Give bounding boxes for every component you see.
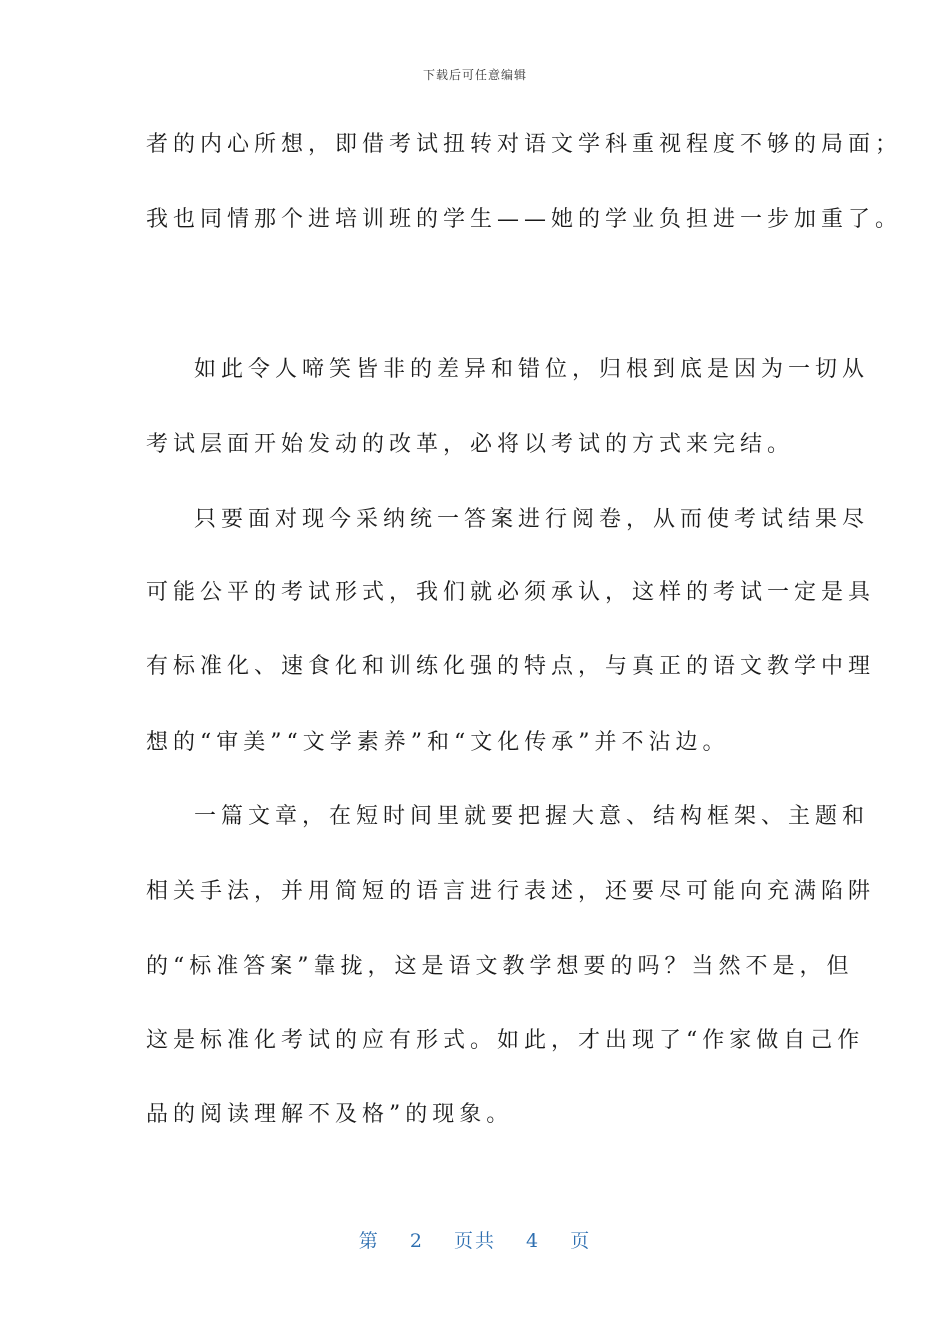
paragraph-3-line-4: 想的“审美”“文学素养”和“文化传承”并不沾边。 (146, 730, 730, 755)
current-page-number: 2 (409, 1230, 424, 1252)
page-label-prefix: 第 (358, 1230, 380, 1252)
paragraph-1-line-1: 者的内心所想，即借考试扭转对语文学科重视程度不够的局面； (146, 132, 903, 157)
paragraph-2-line-2: 考试层面开始发动的改革，必将以考试的方式来完结。 (146, 432, 795, 457)
page-footer (0, 1226, 950, 1253)
paragraph-2-line-1: 如此令人啼笑皆非的差异和错位，归根到底是因为一切从 (194, 357, 870, 382)
page-header: 下载后可任意编辑 (422, 68, 527, 82)
paragraph-3-line-3: 有标准化、速食化和训练化强的特点，与真正的语文教学中理 (146, 654, 876, 679)
paragraph-3-line-2: 可能公平的考试形式，我们就必须承认，这样的考试一定是具 (146, 580, 876, 605)
paragraph-4-line-4: 这是标准化考试的应有形式。如此，才出现了“作家做自己作 (146, 1028, 865, 1053)
paragraph-1-line-2: 我也同情那个进培训班的学生——她的学业负担进一步加重了。 (146, 207, 903, 232)
paragraph-4-line-3: 的“标准答案”靠拢，这是语文教学想要的吗？当然不是，但 (146, 954, 854, 979)
paragraph-3-line-1: 只要面对现今采纳统一答案进行阅卷，从而使考试结果尽 (194, 507, 870, 532)
paragraph-4-line-5: 品的阅读理解不及格”的现象。 (146, 1102, 514, 1127)
page-label-mid: 页共 (453, 1230, 496, 1252)
total-pages-number: 4 (526, 1230, 541, 1252)
page-label-suffix: 页 (570, 1230, 592, 1252)
paragraph-4-line-2: 相关手法，并用简短的语言进行表述，还要尽可能向充满陷阱 (146, 879, 876, 904)
paragraph-4-line-1: 一篇文章，在短时间里就要把握大意、结构框架、主题和 (194, 804, 870, 829)
